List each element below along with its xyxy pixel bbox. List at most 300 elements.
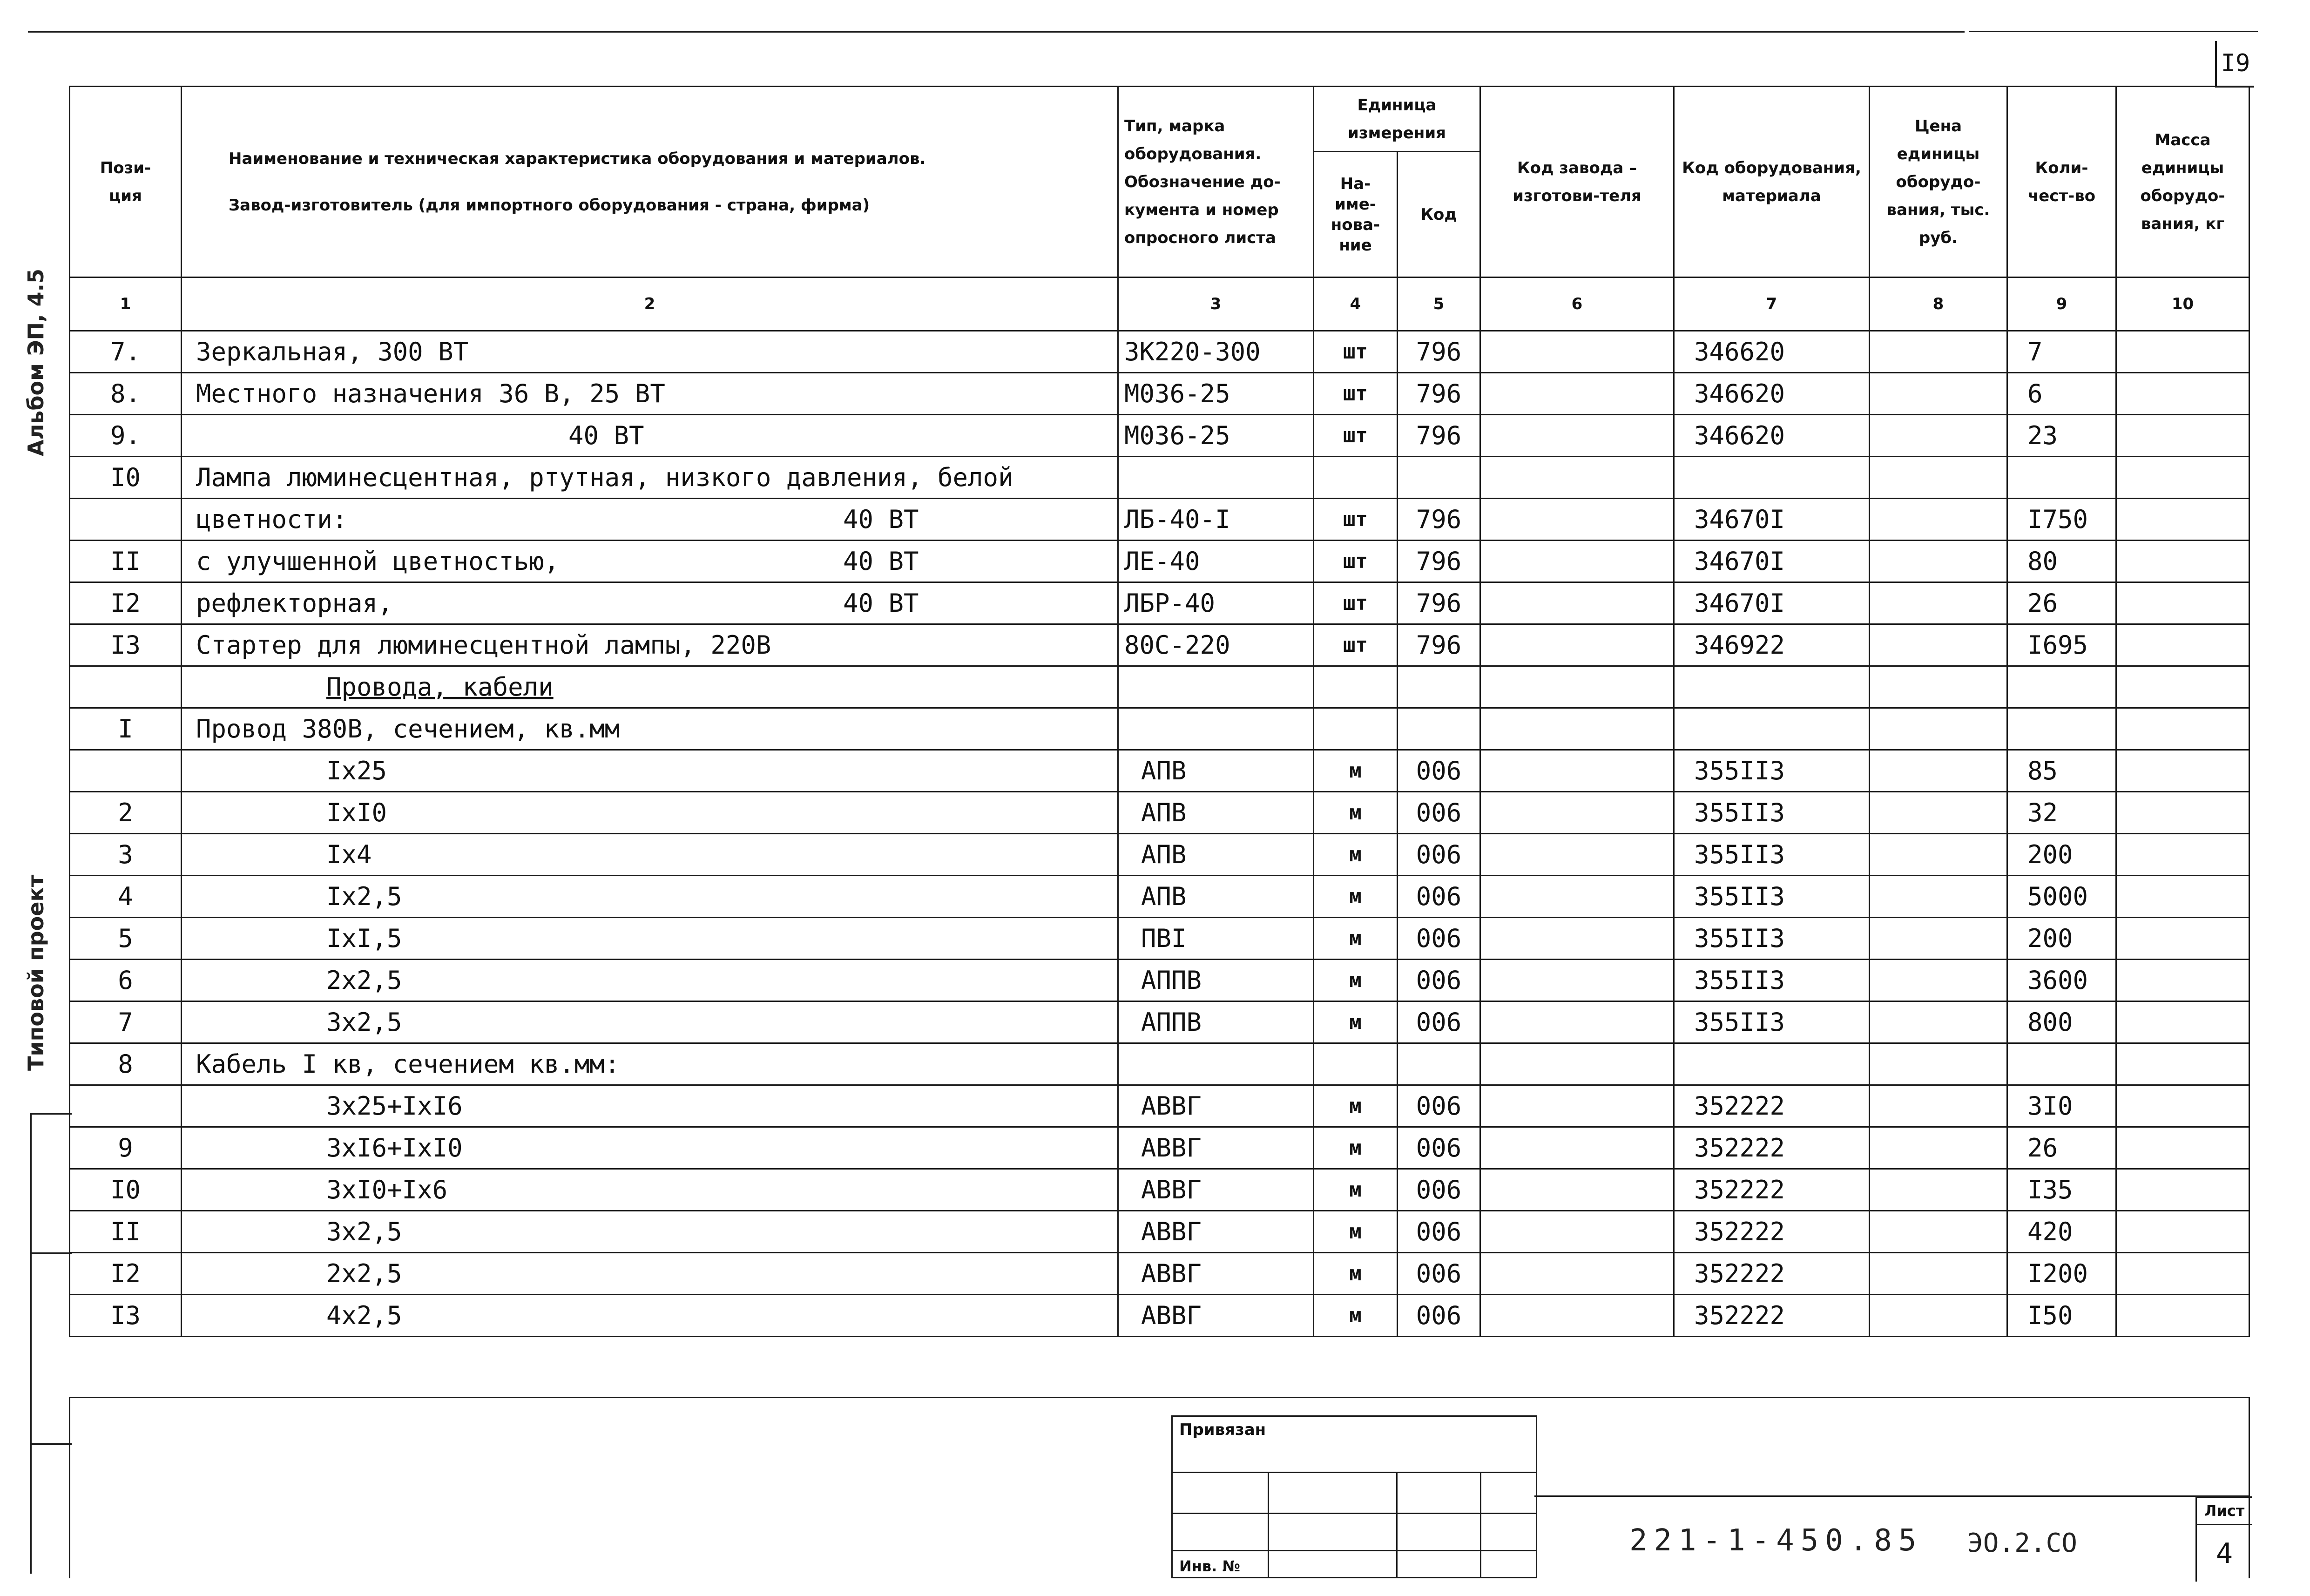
cell-equip-code-text: 355II3 [1694,1008,1785,1037]
cell-factory [1480,792,1674,834]
cell-unit-code-text: 796 [1416,547,1462,576]
cell-type [1118,1295,1314,1337]
outer-left-border [69,1397,70,1578]
cell-position [70,666,182,708]
cell-position-text: 8 [118,1049,133,1079]
cell-unit-code [1398,1001,1480,1043]
cell-unit-code [1398,708,1480,750]
cell-price [1870,960,2007,1001]
table-row [70,1001,2249,1043]
cell-quantity-text: 200 [2027,840,2073,869]
cell-equip-code-text: 352222 [1694,1217,1785,1246]
cell-equip-code [1674,876,1870,918]
cell-factory [1480,960,1674,1001]
cell-factory [1480,1211,1674,1253]
cell-name-text: Местного назначения 36 В, 25 ВТ [196,379,665,408]
cell-position-text: 4 [118,882,133,911]
cell-quantity [2007,1001,2116,1043]
header-type: Тип, марка оборудования. Обозначение до-кумента и номер опросного листа [1118,87,1314,277]
cell-type [1118,1169,1314,1211]
cell-factory [1480,1001,1674,1043]
cell-unit-text: шт [1343,340,1368,364]
cell-quantity-text: 6 [2027,379,2043,408]
column-number: 4 [1314,277,1398,331]
cell-mass [2116,876,2249,918]
cell-type-text: ЛЕ-40 [1124,547,1200,576]
cell-price [1870,541,2007,582]
cell-type-text: АВВГ [1141,1175,1202,1204]
table-row [70,1295,2249,1337]
cell-mass [2116,499,2249,541]
cell-type-text: АВВГ [1141,1091,1202,1121]
cell-factory [1480,1127,1674,1169]
header-name-line1: Наименование и техническая характеристика оборудования и материалов. [229,149,926,168]
cell-position [70,373,182,415]
cell-factory [1480,1043,1674,1085]
cell-unit-code [1398,624,1480,666]
cell-equip-code-text: 346620 [1694,337,1785,366]
cell-factory [1480,876,1674,918]
cell-name [182,792,1118,834]
cell-mass [2116,750,2249,792]
cell-name-text: 3хI0+Iх6 [326,1175,448,1204]
cell-quantity-text: 7 [2027,337,2043,366]
cell-quantity-text: 3I0 [2027,1091,2073,1121]
cell-name [182,1043,1118,1085]
cell-unit-code [1398,1043,1480,1085]
cell-name-text: рефлекторная, [196,588,393,618]
cell-position [70,499,182,541]
table-row [70,876,2249,918]
cell-equip-code [1674,1253,1870,1295]
cell-quantity-text: 3600 [2027,966,2088,995]
cell-name [182,582,1118,624]
cell-type-text: 80С-220 [1124,630,1230,660]
sheet-label: Лист [2197,1498,2252,1525]
cell-unit-text: м [1349,759,1362,783]
cell-mass [2116,331,2249,373]
cell-unit-code-text: 006 [1416,1008,1462,1037]
cell-type [1118,918,1314,960]
cell-equip-code [1674,1295,1870,1337]
project-code: 221-1-450.85 [1629,1523,1923,1558]
cell-equip-code-text: 355II3 [1694,924,1785,953]
cell-equip-code [1674,1127,1870,1169]
cell-name-text: Iх4 [326,840,372,869]
header-price: Цена единицы оборудо-вания, тыс. руб. [1870,87,2007,277]
cell-factory [1480,499,1674,541]
cell-unit-code-text: 796 [1416,421,1462,450]
cell-type [1118,1085,1314,1127]
cell-unit-text: шт [1343,591,1368,615]
cell-unit-code [1398,373,1480,415]
cell-price [1870,1169,2007,1211]
cell-unit-text: шт [1343,507,1368,531]
cell-position [70,1001,182,1043]
cell-name-text: IхI,5 [326,924,402,953]
table-row [70,1085,2249,1127]
cell-unit-code-text: 006 [1416,1175,1462,1204]
column-number-row [70,277,2249,331]
cell-unit [1314,499,1398,541]
cell-position [70,457,182,499]
document-code: ЭО.2.СО [1967,1528,2078,1558]
cell-name-text: Iх25 [326,756,387,785]
cell-unit-code-text: 796 [1416,505,1462,534]
cell-type [1118,960,1314,1001]
cell-unit-text: м [1349,1010,1362,1034]
stamp-hline-1 [1173,1472,1536,1473]
cell-price [1870,1295,2007,1337]
cell-position-text: 7. [110,337,141,366]
table-row [70,582,2249,624]
cell-position [70,876,182,918]
cell-name-text: IхI0 [326,798,387,827]
cell-quantity [2007,1211,2116,1253]
cell-unit-code [1398,666,1480,708]
cell-unit-text: м [1349,885,1362,908]
top-border-line-right [1969,31,2258,32]
cell-unit-code [1398,876,1480,918]
cell-equip-code-text: 346620 [1694,379,1785,408]
table-row [70,666,2249,708]
margin-line-2 [30,1113,72,1115]
cell-unit [1314,834,1398,876]
cell-position-text: 6 [118,966,133,995]
cell-mass [2116,582,2249,624]
cell-position [70,918,182,960]
cell-name-power: 40 ВТ [843,547,919,576]
cell-position-text: 7 [118,1008,133,1037]
table-row [70,373,2249,415]
binding-stamp [1171,1415,1537,1578]
cell-quantity [2007,582,2116,624]
cell-factory [1480,624,1674,666]
cell-factory [1480,1295,1674,1337]
cell-name-text: 40 ВТ [568,421,644,450]
cell-position [70,624,182,666]
cell-name-text: 4х2,5 [326,1301,402,1330]
cell-name-text: 3хI6+IхI0 [326,1133,463,1163]
cell-type-text: М036-25 [1124,379,1230,408]
cell-name [182,331,1118,373]
cell-equip-code-text: 355II3 [1694,798,1785,827]
cell-type-text: АПВ [1141,882,1187,911]
cell-quantity [2007,918,2116,960]
cell-quantity [2007,499,2116,541]
cell-factory [1480,1085,1674,1127]
cell-unit [1314,373,1398,415]
cell-type-text: ПВI [1141,924,1187,953]
cell-unit-code [1398,1295,1480,1337]
cell-name [182,1169,1118,1211]
cell-equip-code-text: 355II3 [1694,756,1785,785]
cell-quantity-text: 5000 [2027,882,2088,911]
title-block-line [1534,1495,2249,1497]
header-factory: Код завода – изготови-теля [1480,87,1674,277]
cell-equip-code [1674,708,1870,750]
cell-type [1118,541,1314,582]
cell-type-text: АВВГ [1141,1301,1202,1330]
cell-type [1118,750,1314,792]
cell-position-text: I0 [110,1175,141,1204]
table-row [70,960,2249,1001]
cell-type [1118,331,1314,373]
cell-unit [1314,1127,1398,1169]
cell-price [1870,582,2007,624]
cell-unit-code [1398,331,1480,373]
cell-price [1870,1085,2007,1127]
cell-unit-code-text: 006 [1416,840,1462,869]
cell-price [1870,457,2007,499]
cell-quantity [2007,1169,2116,1211]
cell-mass [2116,666,2249,708]
cell-position-text: 8. [110,379,141,408]
table-row [70,750,2249,792]
cell-position [70,1085,182,1127]
cell-unit-code [1398,834,1480,876]
cell-unit-code [1398,1085,1480,1127]
cell-type [1118,1253,1314,1295]
cell-type [1118,373,1314,415]
cell-unit [1314,1211,1398,1253]
cell-quantity [2007,1043,2116,1085]
cell-quantity-text: 200 [2027,924,2073,953]
cell-factory [1480,541,1674,582]
cell-type-text: АВВГ [1141,1259,1202,1288]
cell-mass [2116,1127,2249,1169]
cell-type [1118,624,1314,666]
cell-mass [2116,541,2249,582]
cell-equip-code [1674,1085,1870,1127]
cell-mass [2116,1043,2249,1085]
table-row [70,331,2249,373]
cell-type-text: ЛБ-40-I [1124,505,1230,534]
cell-name-text: Провод 380В, сечением, кв.мм [196,714,620,744]
cell-unit [1314,1169,1398,1211]
cell-name [182,876,1118,918]
cell-quantity-text: 85 [2027,756,2058,785]
cell-unit-text: шт [1343,382,1368,406]
cell-type-text: АПВ [1141,756,1187,785]
cell-mass [2116,1169,2249,1211]
cell-quantity [2007,415,2116,457]
cell-quantity [2007,1085,2116,1127]
cell-unit-code [1398,1211,1480,1253]
stamp-vline-1 [1268,1472,1269,1577]
cell-type [1118,457,1314,499]
cell-unit [1314,1001,1398,1043]
cell-name [182,1085,1118,1127]
cell-equip-code-text: 346620 [1694,421,1785,450]
stamp-vline-2 [1396,1472,1398,1577]
cell-equip-code [1674,499,1870,541]
cell-mass [2116,1211,2249,1253]
cell-name [182,457,1118,499]
cell-factory [1480,1253,1674,1295]
cell-unit [1314,666,1398,708]
cell-price [1870,666,2007,708]
cell-quantity [2007,457,2116,499]
cell-unit-code [1398,415,1480,457]
cell-unit-code [1398,582,1480,624]
cell-mass [2116,708,2249,750]
cell-equip-code [1674,624,1870,666]
stamp-vline-3 [1480,1472,1481,1577]
cell-position [70,1169,182,1211]
cell-position [70,331,182,373]
header-quantity: Коли-чест-во [2007,87,2116,277]
column-number: 7 [1674,277,1870,331]
header-mass: Масса единицы оборудо-вания, кг [2116,87,2249,277]
cell-unit-code [1398,541,1480,582]
table-row [70,1127,2249,1169]
cell-unit [1314,1043,1398,1085]
cell-unit-code [1398,1127,1480,1169]
cell-name [182,1001,1118,1043]
sheet-box [2195,1496,2252,1582]
cell-factory [1480,708,1674,750]
cell-quantity [2007,750,2116,792]
cell-factory [1480,750,1674,792]
cell-name-text: Зеркальная, 300 ВТ [196,337,469,366]
table-row [70,1211,2249,1253]
cell-price [1870,415,2007,457]
cell-type [1118,1127,1314,1169]
cell-type [1118,666,1314,708]
table-row [70,1169,2249,1211]
cell-unit-text: м [1349,968,1362,992]
cell-mass [2116,373,2249,415]
cell-type [1118,792,1314,834]
cell-unit-code-text: 796 [1416,630,1462,660]
cell-equip-code-text: 355II3 [1694,966,1785,995]
cell-position [70,1253,182,1295]
cell-equip-code-text: 34670I [1694,547,1785,576]
cell-position [70,750,182,792]
stamp-inv-label: Инв. № [1179,1557,1240,1575]
column-number: 2 [182,277,1118,331]
cell-unit-code-text: 006 [1416,924,1462,953]
cell-type-text: АПВ [1141,798,1187,827]
cell-equip-code [1674,918,1870,960]
cell-type-text: АВВГ [1141,1217,1202,1246]
cell-position [70,1043,182,1085]
cell-name [182,1127,1118,1169]
cell-name [182,834,1118,876]
cell-unit-text: м [1349,1262,1362,1285]
stamp-hline-3 [1173,1550,1536,1551]
cell-factory [1480,373,1674,415]
stamp-hline-2 [1173,1513,1536,1514]
cell-quantity [2007,1127,2116,1169]
table-row [70,708,2249,750]
cell-type [1118,582,1314,624]
cell-equip-code [1674,415,1870,457]
cell-equip-code-text: 346922 [1694,630,1785,660]
cell-position-text: 9. [110,421,141,450]
cell-name [182,499,1118,541]
cell-unit-code-text: 006 [1416,1259,1462,1288]
cell-type-text: АППВ [1141,1008,1202,1037]
column-number: 5 [1398,277,1480,331]
sheet-box-number: 4 [2215,1537,2233,1570]
side-album-text: Альбом ЭП, 4.5 [23,269,48,456]
cell-factory [1480,666,1674,708]
table-row [70,499,2249,541]
cell-quantity-text: I50 [2027,1301,2073,1330]
cell-price [1870,499,2007,541]
cell-unit-text: шт [1343,633,1368,657]
cell-type-text: ЛБР-40 [1124,588,1216,618]
cell-unit-text: м [1349,1178,1362,1202]
cell-position-text: I3 [110,1301,141,1330]
cell-equip-code [1674,1043,1870,1085]
cell-unit-text: м [1349,926,1362,950]
cell-factory [1480,415,1674,457]
cell-name-text: 2х2,5 [326,966,402,995]
cell-factory [1480,582,1674,624]
cell-quantity [2007,373,2116,415]
table-row [70,918,2249,960]
cell-quantity-text: I695 [2027,630,2088,660]
cell-quantity-text: 32 [2027,798,2058,827]
column-number: 1 [70,277,182,331]
cell-unit [1314,415,1398,457]
cell-position-text: I3 [110,630,141,660]
cell-mass [2116,1295,2249,1337]
margin-line-4 [30,1443,72,1445]
cell-quantity [2007,792,2116,834]
table-row [70,624,2249,666]
cell-unit-text: м [1349,1220,1362,1244]
cell-price [1870,876,2007,918]
header-row-1 [70,87,2249,152]
cell-unit [1314,582,1398,624]
cell-quantity [2007,708,2116,750]
header-unit: Единица измерения [1314,87,1480,152]
cell-unit [1314,1085,1398,1127]
cell-unit-code-text: 796 [1416,379,1462,408]
cell-name-text: Провода, кабели [326,672,554,702]
cell-type [1118,499,1314,541]
cell-equip-code [1674,750,1870,792]
cell-price [1870,331,2007,373]
cell-quantity [2007,960,2116,1001]
cell-quantity [2007,624,2116,666]
cell-name [182,624,1118,666]
cell-position [70,708,182,750]
cell-equip-code [1674,1169,1870,1211]
table-row [70,415,2249,457]
column-number: 8 [1870,277,2007,331]
cell-unit-text: м [1349,1304,1362,1327]
cell-factory [1480,457,1674,499]
cell-name-text: цветности: [196,505,348,534]
cell-type-text: АВВГ [1141,1133,1202,1163]
cell-unit [1314,708,1398,750]
cell-equip-code [1674,666,1870,708]
cell-unit-text: м [1349,1136,1362,1160]
cell-unit-code-text: 006 [1416,1301,1462,1330]
cell-unit-code-text: 006 [1416,882,1462,911]
cell-mass [2116,1001,2249,1043]
column-number: 9 [2007,277,2116,331]
cell-type [1118,1001,1314,1043]
cell-name [182,750,1118,792]
cell-equip-code [1674,457,1870,499]
cell-unit-code [1398,960,1480,1001]
